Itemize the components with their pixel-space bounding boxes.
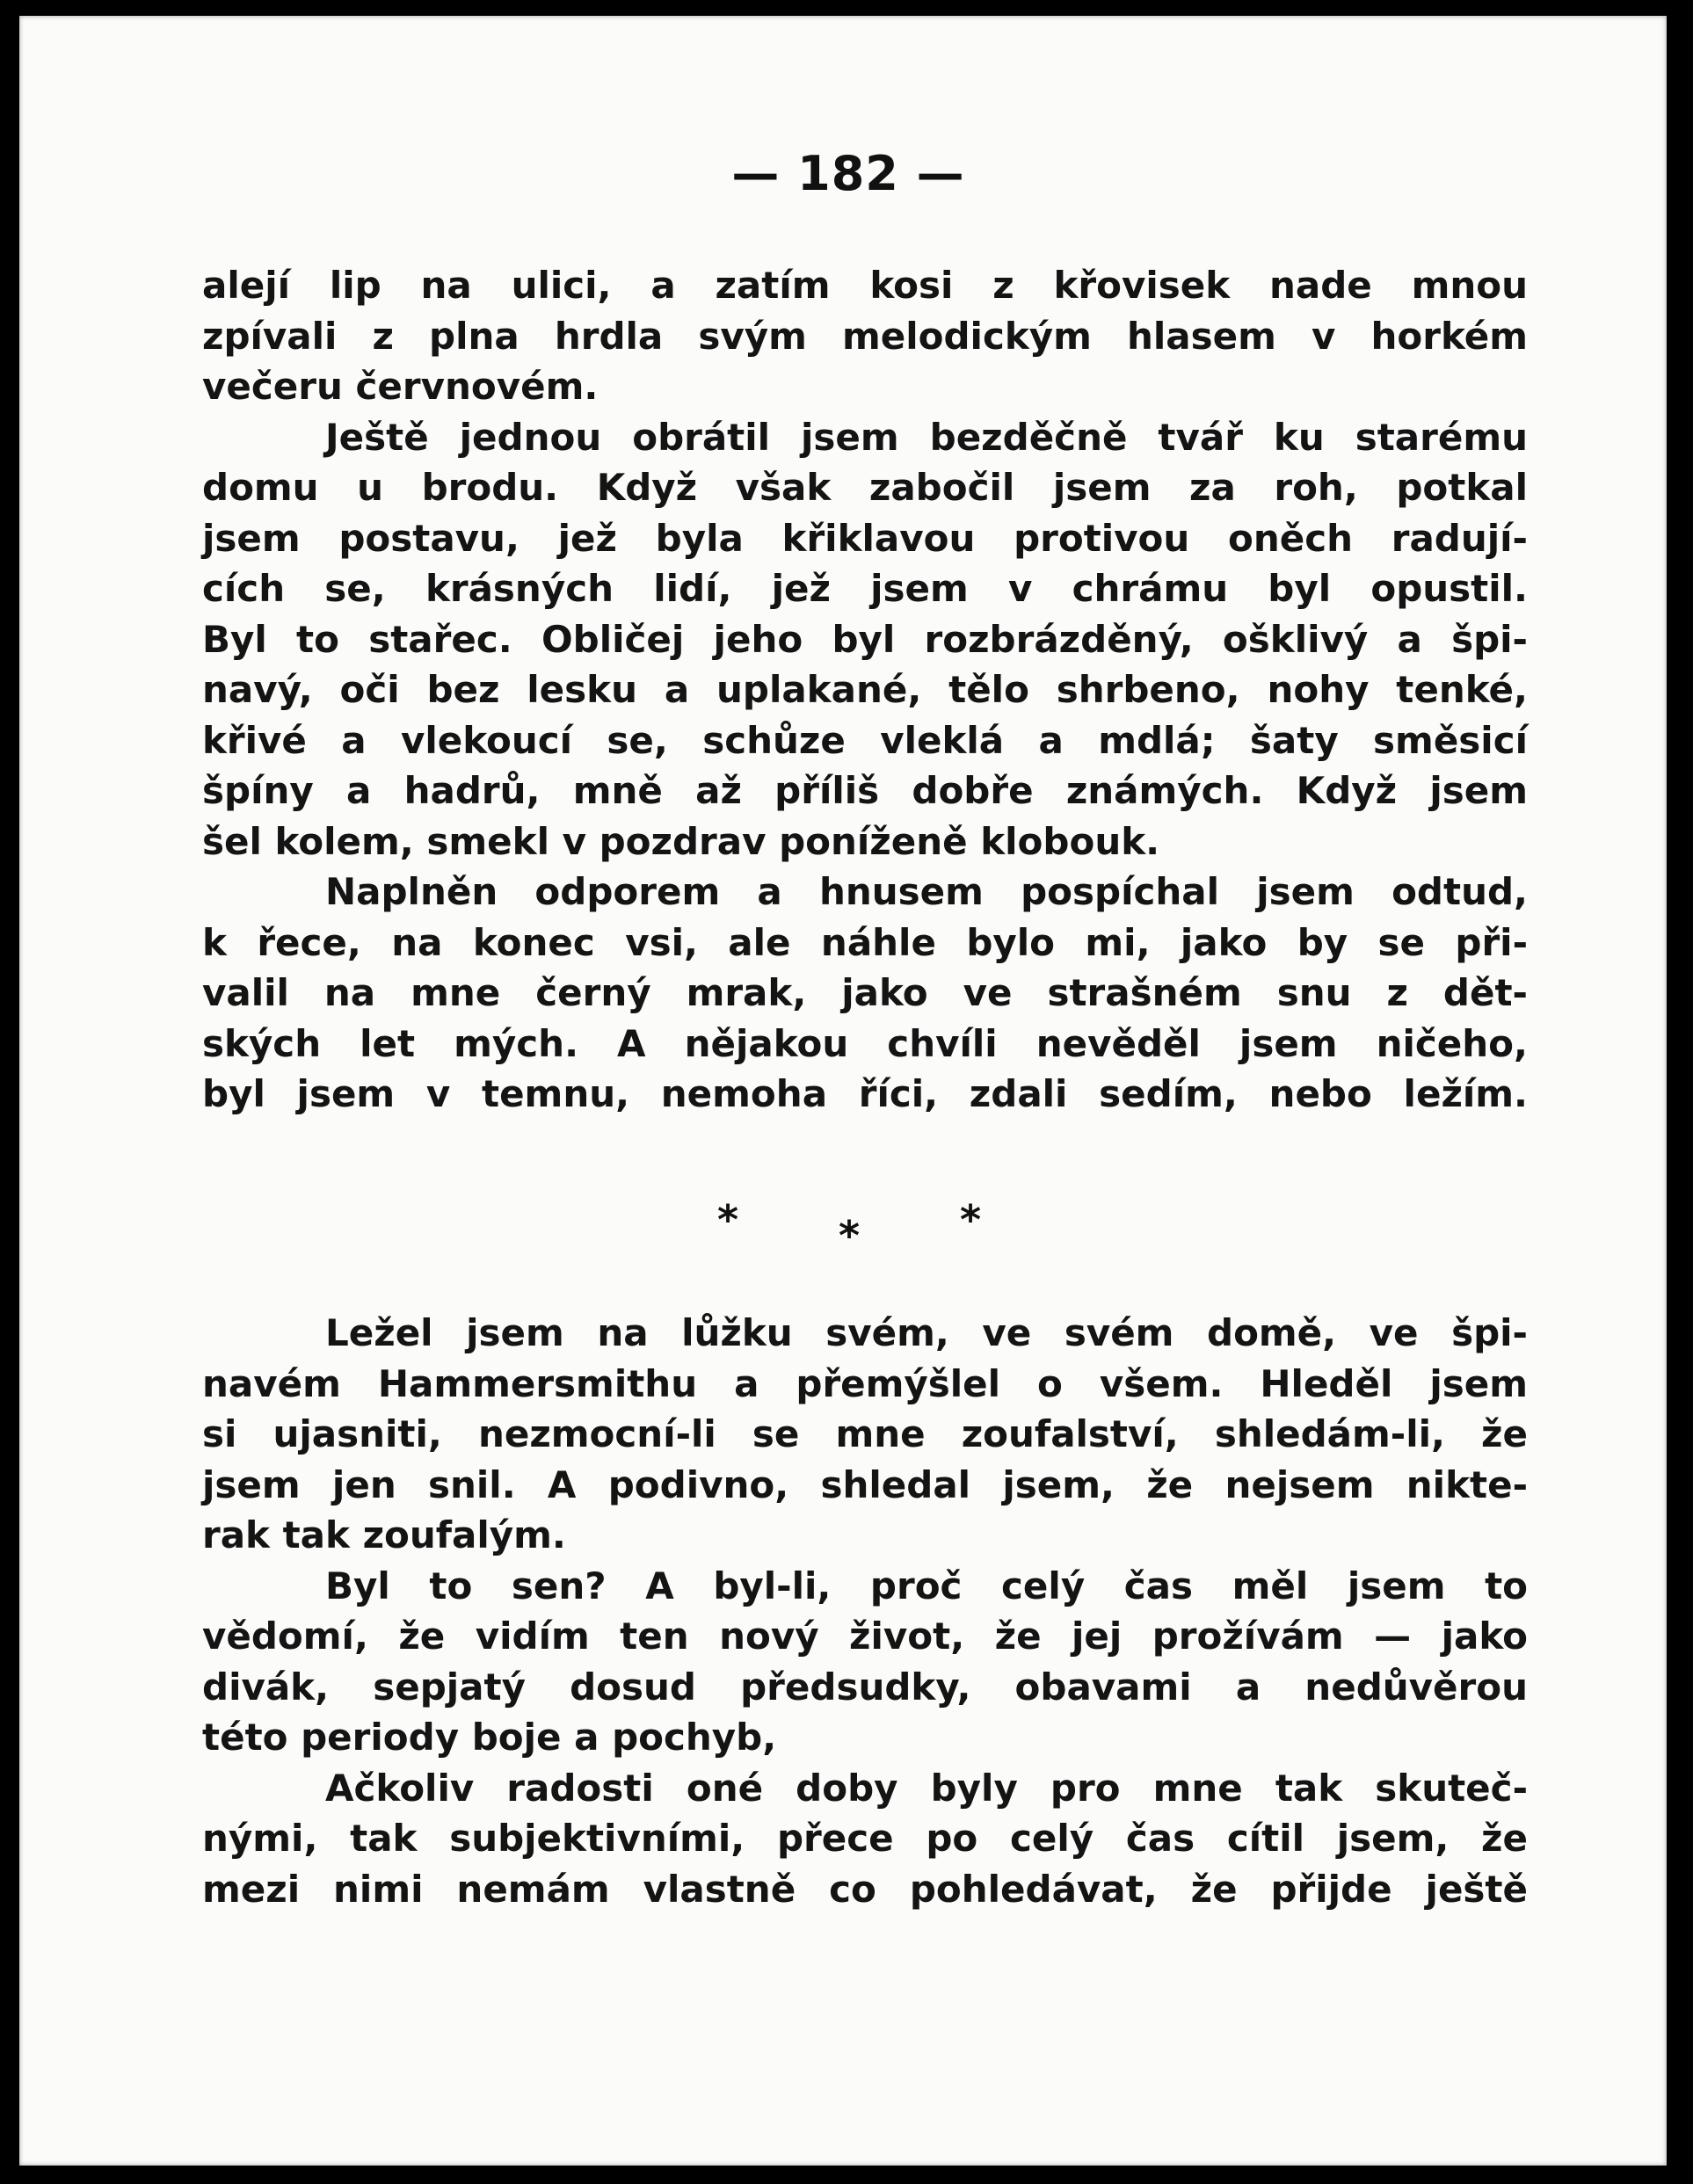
text-line: večeru červnovém. — [202, 365, 599, 408]
text-line: křivé a vlekoucí se, schůze vleklá a mdlá; šaty směsicí — [202, 718, 1528, 762]
text-line: špíny a hadrů, mně až příliš dobře známých. Když jsem — [202, 769, 1528, 812]
paragraph-start-line: Byl to sen? A byl-li, proč celý čas měl jsem to — [325, 1564, 1528, 1607]
text-line: ských let mých. A nějakou chvíli nevěděl jsem ničeho, — [202, 1021, 1528, 1065]
text-line: si ujasniti, nezmocní-li se mne zoufalství, shledám-li, že — [202, 1412, 1528, 1455]
text-line: šel kolem, smekl v pozdrav poníženě klobouk. — [202, 819, 1160, 863]
asterisk-mark: * — [716, 1196, 739, 1244]
text-block-upper — [202, 260, 1528, 1120]
text-line: této periody boje a pochyb, — [202, 1716, 777, 1759]
paragraph-start-line: Ještě jednou obrátil jsem bezděčně tvář ku starému — [325, 415, 1528, 459]
text-line: navý, oči bez lesku a uplakané, tělo shrbeno, nohy tenké, — [202, 668, 1528, 711]
asterisk-mark: * — [959, 1196, 982, 1244]
text-line: jsem jen snil. A podivno, shledal jsem, že nejsem nikte- — [202, 1462, 1528, 1506]
paragraph-start-line: Ležel jsem na lůžku svém, ve svém domě, ve špi- — [325, 1311, 1528, 1354]
section-separator — [19, 1196, 1667, 1273]
paragraph-start-line: Naplněn odporem a hnusem pospíchal jsem odtud, — [325, 870, 1528, 913]
text-line: byl jsem v temnu, nemoha říci, zdali sedím, nebo ležím. — [202, 1072, 1528, 1115]
book-page — [19, 16, 1667, 2166]
text-line: jsem postavu, jež byla křiklavou protivou oněch radují- — [202, 516, 1528, 560]
text-line: zpívali z plna hrdla svým melodickým hlasem v horkém — [202, 314, 1528, 358]
text-line: navém Hammersmithu a přemýšlel o všem. Hleděl jsem — [202, 1361, 1528, 1405]
text-line: valil na mne černý mrak, jako ve strašném snu z dět- — [202, 971, 1528, 1014]
text-line: mezi nimi nemám vlastně co pohledávat, že přijde ještě — [202, 1867, 1528, 1911]
text-block-lower — [202, 1308, 1528, 1914]
text-line: cích se, krásných lidí, jež jsem v chrámu byl opustil. — [202, 567, 1528, 610]
text-line: divák, sepjatý dosud předsudky, obavami a nedůvěrou — [202, 1665, 1528, 1709]
text-line: alejí lip na ulici, a zatím kosi z křovisek nade mnou — [202, 264, 1528, 307]
text-line: rak tak zoufalým. — [202, 1513, 566, 1556]
page-number: — 182 — — [731, 146, 965, 201]
text-line: Byl to stařec. Obličej jeho byl rozbrázděný, ošklivý a špi- — [202, 617, 1528, 661]
text-line: k řece, na konec vsi, ale náhle bylo mi, jako by se při- — [202, 920, 1528, 964]
text-line: vědomí, že vidím ten nový život, že jej prožívám — jako — [202, 1614, 1528, 1658]
paragraph-start-line: Ačkoliv radosti oné doby byly pro mne tak skuteč- — [325, 1766, 1528, 1810]
text-line: domu u brodu. Když však zabočil jsem za roh, potkal — [202, 466, 1528, 509]
asterisk-mark: * — [838, 1212, 861, 1259]
text-line: nými, tak subjektivními, přece po celý čas cítil jsem, že — [202, 1817, 1528, 1860]
